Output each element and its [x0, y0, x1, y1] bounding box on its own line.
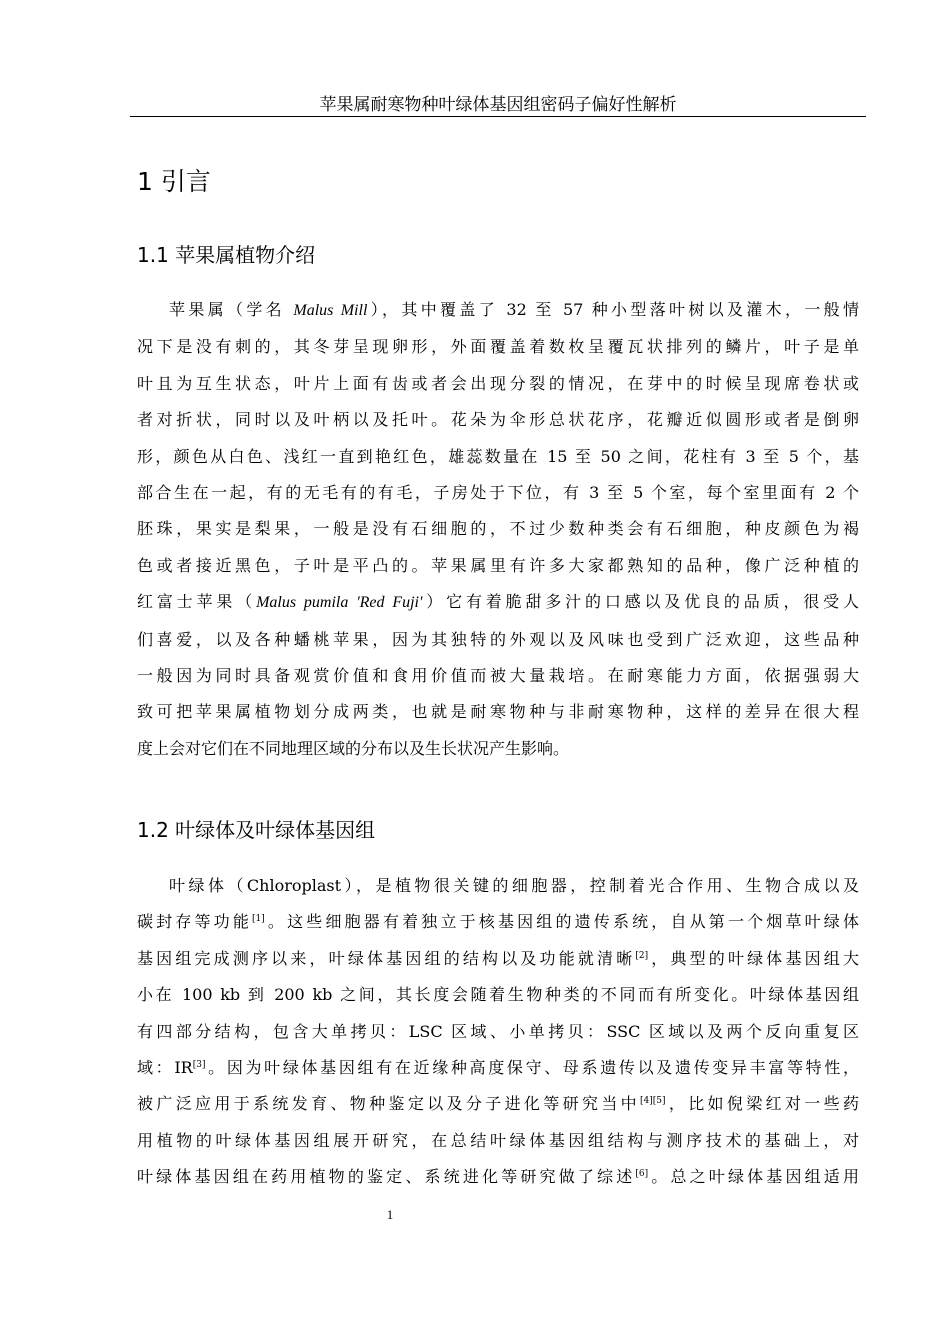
- paragraph-line: 形，颜色从白色、浅红一直到艳红色，雄蕊数量在 15 至 50 之间，花柱有 3 至 5 个，基: [137, 446, 859, 466]
- running-header: 苹果属耐寒物种叶绿体基因组密码子偏好性解析: [319, 95, 677, 115]
- citation: [3]: [192, 1060, 206, 1071]
- citation: [6]: [635, 1169, 649, 1180]
- section-1-2-paragraph: [137, 868, 859, 1196]
- paragraph-line: 叶且为互生状态，叶片上面有齿或者会出现分裂的情况，在芽中的时候呈现席卷状或: [137, 373, 859, 393]
- paragraph-line: 叶绿体（Chloroplast），是植物很关键的细胞器，控制着光合作用、生物合成以及: [169, 876, 859, 895]
- paragraph-line: 部合生在一起，有的无毛有的有毛，子房处于下位，有 3 至 5 个室，每个室里面有 2 个: [137, 483, 859, 503]
- paragraph-line: 度上会对它们在不同地理区域的分布以及生长状况产生影响。: [137, 738, 570, 758]
- section-1-2-heading: 1.2 叶绿体及叶绿体基因组: [137, 818, 376, 842]
- section-1-1-heading: 1.1 苹果属植物介绍: [137, 243, 316, 267]
- paragraph-line: 叶绿体基因组在药用植物的鉴定、系统进化等研究做了综述[6]。总之叶绿体基因组适用: [137, 1167, 859, 1187]
- paragraph-line: 况下是没有刺的，其冬芽呈现卵形，外面覆盖着数枚呈覆瓦状排列的鳞片，叶子是单: [137, 337, 859, 357]
- paragraph-line: 红富士苹果（Malus pumila 'Red Fuji'）它有着脆甜多汁的口感以及优良的品质，很受人: [137, 592, 859, 612]
- paragraph-line: 致可把苹果属植物划分成两类，也就是耐寒物种与非耐寒物种，这样的差异在很大程: [137, 702, 859, 722]
- paragraph-line: 色或者接近黑色，子叶是平凸的。苹果属里有许多大家都熟知的品种，像广泛种植的: [137, 555, 859, 575]
- citation: [1]: [252, 914, 265, 925]
- section-1-heading: 1 引言: [137, 167, 211, 196]
- page-number: 1: [386, 1207, 394, 1222]
- citation: [4][5]: [640, 1096, 666, 1107]
- paragraph-line: 碳封存等功能[1]。这些细胞器有着独立于核基因组的遗传系统，自从第一个烟草叶绿体: [137, 912, 859, 932]
- paragraph-line: 基因组完成测序以来，叶绿体基因组的结构以及功能就清晰[2]，典型的叶绿体基因组大: [137, 948, 859, 968]
- citation: [2]: [635, 950, 649, 961]
- section-1-1-paragraph: [137, 292, 859, 767]
- paragraph-line: 域：IR[3]。因为叶绿体基因组有在近缘种高度保守、母系遗传以及遗传变异丰富等特性，: [137, 1058, 859, 1078]
- header-rule: [130, 116, 866, 117]
- paragraph-line: 小在 100 kb 到 200 kb 之间，其长度会随着生物种类的不同而有所变化。叶绿体基因组: [137, 985, 859, 1005]
- paragraph-line: 用植物的叶绿体基因组展开研究，在总结叶绿体基因组结构与测序技术的基础上，对: [137, 1130, 859, 1150]
- paragraph-line: 被广泛应用于系统发育、物种鉴定以及分子进化等研究当中[4][5]，比如倪梁红对一些药: [137, 1094, 859, 1114]
- paragraph-line: 胚珠，果实是梨果，一般是没有石细胞的，不过少数种类会有石细胞，种皮颜色为褐: [137, 519, 859, 539]
- paragraph-line: 一般因为同时具备观赏价值和食用价值而被大量栽培。在耐寒能力方面，依据强弱大: [137, 666, 859, 686]
- paragraph-line: 苹果属（学名 Malus Mill），其中覆盖了 32 至 57 种小型落叶树以及灌木，一般情: [169, 300, 859, 319]
- paragraph-line: 们喜爱，以及各种蟠桃苹果，因为其独特的外观以及风味也受到广泛欢迎，这些品种: [137, 629, 859, 649]
- paragraph-line: 有四部分结构，包含大单拷贝：LSC 区域、小单拷贝：SSC 区域以及两个反向重复区: [137, 1021, 859, 1041]
- paragraph-line: 者对折状，同时以及叶柄以及托叶。花朵为伞形总状花序，花瓣近似圆形或者是倒卵: [137, 410, 859, 430]
